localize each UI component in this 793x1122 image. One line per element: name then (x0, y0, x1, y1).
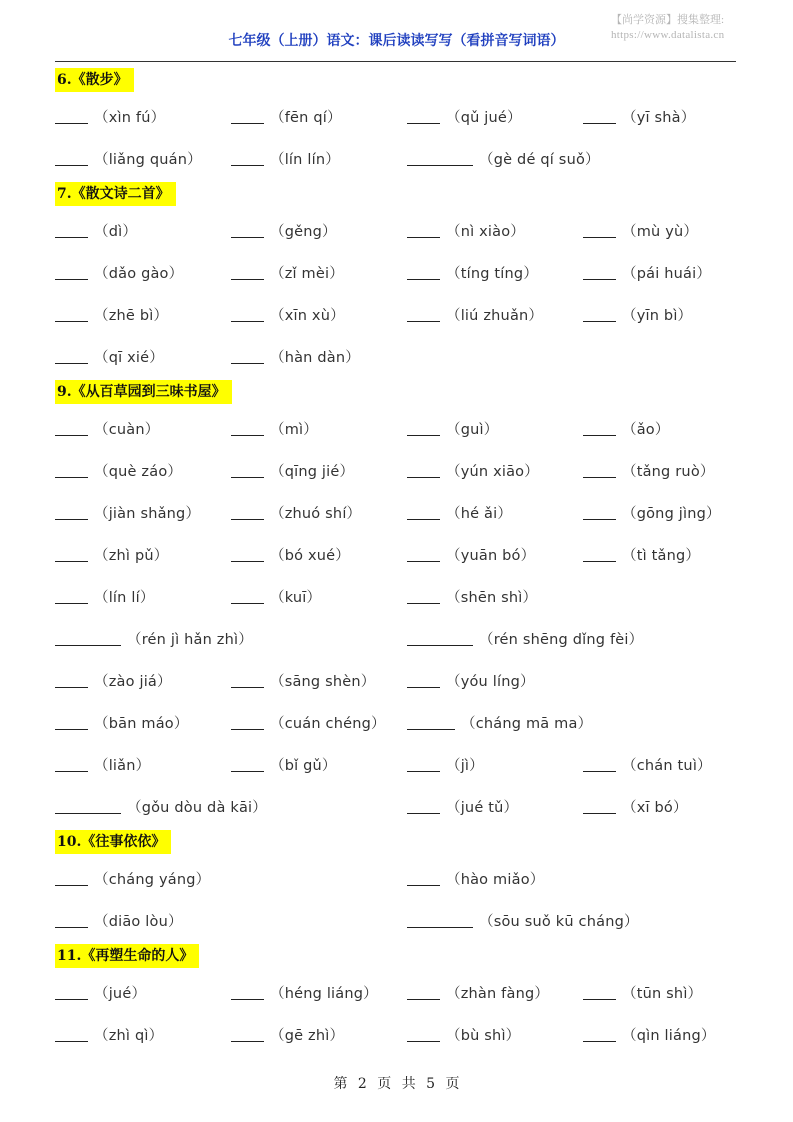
watermark-source: 【尚学资源】搜集整理: (611, 14, 725, 26)
document-title: 七年级（上册）语文：课后读读写写（看拼音写词语） (228, 33, 565, 49)
pinyin-exercise-item (55, 449, 182, 491)
pinyin-prompt: （cuàn） (94, 421, 160, 438)
exercise-row (55, 743, 745, 785)
exercise-row (55, 617, 745, 659)
answer-blank[interactable] (231, 109, 264, 124)
pinyin-exercise-item (583, 209, 698, 251)
answer-blank[interactable] (55, 631, 121, 646)
answer-blank[interactable] (55, 109, 88, 124)
answer-blank[interactable] (231, 151, 264, 166)
pinyin-prompt: （nì xiào） (446, 223, 525, 240)
pinyin-exercise-item (231, 575, 321, 617)
answer-blank[interactable] (55, 757, 88, 772)
answer-blank[interactable] (55, 799, 121, 814)
pinyin-prompt: （shēn shì） (446, 589, 538, 606)
answer-blank[interactable] (231, 757, 264, 772)
pinyin-exercise-item (407, 491, 512, 533)
header-rule (55, 61, 736, 62)
answer-blank[interactable] (55, 151, 88, 166)
pinyin-exercise-item (407, 407, 498, 449)
exercise-row (55, 209, 745, 251)
answer-blank[interactable] (583, 109, 616, 124)
pinyin-prompt: （jì） (446, 757, 484, 774)
exercise-row (55, 701, 745, 743)
pinyin-prompt: （liǎng quán） (94, 151, 202, 168)
answer-blank[interactable] (231, 223, 264, 238)
answer-blank[interactable] (55, 913, 88, 928)
answer-blank[interactable] (407, 589, 440, 604)
watermark-url: https://www.datalista.cn (611, 29, 725, 41)
answer-blank[interactable] (407, 985, 440, 1000)
pinyin-prompt: （zǐ mèi） (270, 265, 344, 282)
pinyin-prompt: （sāng shèn） (270, 673, 376, 690)
pinyin-prompt: （rén jì hǎn zhì） (127, 631, 253, 648)
pinyin-exercise-item (55, 335, 164, 377)
answer-blank[interactable] (407, 505, 440, 520)
answer-blank[interactable] (583, 1027, 616, 1042)
pinyin-exercise-item (407, 857, 544, 899)
pinyin-exercise-item (583, 971, 702, 1013)
pinyin-exercise-item (55, 491, 200, 533)
pinyin-exercise-item (55, 659, 172, 701)
answer-blank[interactable] (55, 463, 88, 478)
pinyin-exercise-item (583, 491, 721, 533)
answer-blank[interactable] (231, 265, 264, 280)
answer-blank[interactable] (55, 715, 88, 730)
section-title: 9.《从百草园到三味书屋》 (55, 380, 232, 404)
answer-blank[interactable] (55, 505, 88, 520)
pinyin-prompt: （dǎo gào） (94, 265, 184, 282)
answer-blank[interactable] (231, 349, 264, 364)
section-header (55, 827, 745, 857)
lesson-section (55, 827, 745, 941)
answer-blank[interactable] (55, 673, 88, 688)
answer-blank[interactable] (231, 715, 264, 730)
pinyin-prompt: （diāo lòu） (94, 913, 183, 930)
pinyin-exercise-item (407, 659, 535, 701)
pinyin-prompt: （kuī） (270, 589, 322, 606)
exercise-row (55, 857, 745, 899)
pinyin-prompt: （gè dé qí suǒ） (479, 151, 600, 168)
exercise-row (55, 449, 745, 491)
answer-blank[interactable] (407, 757, 440, 772)
answer-blank[interactable] (231, 463, 264, 478)
answer-blank[interactable] (407, 463, 440, 478)
section-title: 6.《散步》 (55, 68, 134, 92)
lesson-section (55, 941, 745, 1055)
answer-blank[interactable] (407, 673, 440, 688)
pinyin-exercise-item (55, 971, 146, 1013)
pinyin-prompt: （yuān bó） (446, 547, 536, 564)
pinyin-prompt: （sōu suǒ kū cháng） (479, 913, 639, 930)
pinyin-prompt: （gǒu dòu dà kāi） (127, 799, 267, 816)
answer-blank[interactable] (231, 307, 264, 322)
answer-blank[interactable] (55, 871, 88, 886)
pinyin-prompt: （gē zhì） (270, 1027, 345, 1044)
pinyin-exercise-item (55, 251, 183, 293)
pinyin-prompt: （bù shì） (446, 1027, 521, 1044)
answer-blank[interactable] (407, 799, 440, 814)
pinyin-exercise-item (407, 617, 643, 659)
answer-blank[interactable] (55, 265, 88, 280)
pinyin-prompt: （hào miǎo） (446, 871, 545, 888)
pinyin-exercise-item (55, 743, 150, 785)
section-header (55, 377, 745, 407)
pinyin-exercise-item (407, 533, 535, 575)
pinyin-prompt: （pái huái） (622, 265, 712, 282)
pinyin-exercise-item (583, 785, 688, 827)
pinyin-prompt: （qīng jié） (270, 463, 355, 480)
answer-blank[interactable] (407, 715, 455, 730)
section-title: 11.《再塑生命的人》 (55, 944, 199, 968)
pinyin-exercise-item (55, 293, 168, 335)
pinyin-prompt: （chán tuì） (622, 757, 712, 774)
answer-blank[interactable] (55, 307, 88, 322)
pinyin-prompt: （xìn fú） (94, 109, 166, 126)
pinyin-prompt: （cuán chéng） (270, 715, 386, 732)
pinyin-exercise-item (231, 449, 354, 491)
pinyin-exercise-item (231, 659, 376, 701)
pinyin-exercise-item (407, 449, 539, 491)
pinyin-exercise-item (407, 701, 592, 743)
pinyin-exercise-item (407, 899, 639, 941)
page-footer: 第 2 页 共 5 页 (333, 1076, 460, 1092)
pinyin-prompt: （yīn bì） (622, 307, 693, 324)
answer-blank[interactable] (231, 673, 264, 688)
pinyin-exercise-item (583, 293, 692, 335)
answer-blank[interactable] (407, 265, 440, 280)
pinyin-exercise-item (231, 251, 344, 293)
answer-blank[interactable] (583, 307, 616, 322)
pinyin-exercise-item (407, 137, 600, 179)
pinyin-prompt: （bó xué） (270, 547, 350, 564)
exercise-row (55, 899, 745, 941)
answer-blank[interactable] (407, 547, 440, 562)
pinyin-exercise-item (231, 491, 361, 533)
pinyin-exercise-item (55, 407, 159, 449)
pinyin-prompt: （zhē bì） (94, 307, 169, 324)
pinyin-prompt: （zào jiá） (94, 673, 172, 690)
answer-blank[interactable] (583, 265, 616, 280)
pinyin-prompt: （xī bó） (622, 799, 688, 816)
pinyin-prompt: （mì） (270, 421, 318, 438)
pinyin-prompt: （zhàn fàng） (446, 985, 550, 1002)
pinyin-prompt: （zhì pǔ） (94, 547, 169, 564)
pinyin-prompt: （tíng tíng） (446, 265, 539, 282)
exercise-row (55, 335, 745, 377)
pinyin-prompt: （liú zhuǎn） (446, 307, 544, 324)
pinyin-prompt: （ǎo） (622, 421, 670, 438)
pinyin-exercise-item (583, 533, 700, 575)
pinyin-prompt: （yóu líng） (446, 673, 535, 690)
pinyin-exercise-item (583, 407, 670, 449)
answer-blank[interactable] (583, 799, 616, 814)
answer-blank[interactable] (231, 505, 264, 520)
pinyin-prompt: （què záo） (94, 463, 183, 480)
pinyin-exercise-item (583, 1013, 716, 1055)
pinyin-exercise-item (231, 293, 345, 335)
exercise-row (55, 491, 745, 533)
answer-blank[interactable] (407, 421, 440, 436)
pinyin-exercise-item (231, 95, 342, 137)
pinyin-prompt: （zhuó shí） (270, 505, 362, 522)
pinyin-exercise-item (55, 1013, 163, 1055)
pinyin-exercise-item (407, 971, 549, 1013)
pinyin-exercise-item (407, 785, 518, 827)
exercise-row (55, 251, 745, 293)
pinyin-exercise-item (231, 971, 378, 1013)
pinyin-exercise-item (231, 743, 337, 785)
pinyin-exercise-item (55, 209, 137, 251)
pinyin-prompt: （yún xiāo） (446, 463, 539, 480)
section-header (55, 65, 745, 95)
exercise-row (55, 575, 745, 617)
pinyin-prompt: （qī xié） (94, 349, 164, 366)
answer-blank[interactable] (583, 985, 616, 1000)
pinyin-prompt: （qìn liáng） (622, 1027, 716, 1044)
answer-blank[interactable] (55, 223, 88, 238)
answer-blank[interactable] (583, 505, 616, 520)
exercise-row (55, 1013, 745, 1055)
answer-blank[interactable] (407, 871, 440, 886)
lesson-section (55, 65, 745, 179)
pinyin-exercise-item (231, 533, 350, 575)
pinyin-prompt: （hàn dàn） (270, 349, 360, 366)
answer-blank[interactable] (231, 421, 264, 436)
answer-blank[interactable] (231, 589, 264, 604)
answer-blank[interactable] (231, 985, 264, 1000)
pinyin-prompt: （gōng jìng） (622, 505, 721, 522)
answer-blank[interactable] (407, 1027, 440, 1042)
pinyin-prompt: （mù yù） (622, 223, 699, 240)
answer-blank[interactable] (231, 1027, 264, 1042)
answer-blank[interactable] (407, 631, 473, 646)
exercise-row (55, 971, 745, 1013)
answer-blank[interactable] (407, 109, 440, 124)
pinyin-exercise-item (407, 209, 525, 251)
pinyin-prompt: （bǐ gǔ） (270, 757, 337, 774)
pinyin-prompt: （jué） (94, 985, 147, 1002)
answer-blank[interactable] (583, 463, 616, 478)
pinyin-exercise-item (55, 857, 210, 899)
answer-blank[interactable] (583, 757, 616, 772)
pinyin-prompt: （zhì qì） (94, 1027, 164, 1044)
pinyin-prompt: （jué tǔ） (446, 799, 519, 816)
pinyin-prompt: （tì tǎng） (622, 547, 701, 564)
pinyin-prompt: （héng liáng） (270, 985, 378, 1002)
answer-blank[interactable] (231, 547, 264, 562)
pinyin-exercise-item (55, 617, 253, 659)
answer-blank[interactable] (55, 985, 88, 1000)
exercise-content (55, 65, 745, 1055)
answer-blank[interactable] (583, 421, 616, 436)
answer-blank[interactable] (55, 547, 88, 562)
pinyin-exercise-item (55, 785, 267, 827)
pinyin-exercise-item (231, 137, 340, 179)
pinyin-prompt: （lín lín） (270, 151, 340, 168)
answer-blank[interactable] (583, 547, 616, 562)
exercise-row (55, 785, 745, 827)
pinyin-prompt: （yī shà） (622, 109, 696, 126)
section-title: 7.《散文诗二首》 (55, 182, 176, 206)
pinyin-exercise-item (231, 335, 360, 377)
pinyin-prompt: （dì） (94, 223, 138, 240)
pinyin-exercise-item (583, 251, 711, 293)
pinyin-exercise-item (407, 293, 543, 335)
pinyin-prompt: （tǎng ruò） (622, 463, 715, 480)
pinyin-prompt: （rén shēng dǐng fèi） (479, 631, 644, 648)
pinyin-exercise-item (583, 95, 695, 137)
pinyin-exercise-item (55, 137, 202, 179)
pinyin-prompt: （guì） (446, 421, 499, 438)
exercise-row (55, 659, 745, 701)
answer-blank[interactable] (407, 151, 473, 166)
pinyin-prompt: （cháng mā ma） (461, 715, 593, 732)
pinyin-prompt: （tūn shì） (622, 985, 703, 1002)
exercise-row (55, 533, 745, 575)
pinyin-exercise-item (55, 899, 183, 941)
pinyin-prompt: （cháng yáng） (94, 871, 211, 888)
pinyin-prompt: （liǎn） (94, 757, 151, 774)
answer-blank[interactable] (55, 589, 88, 604)
section-title: 10.《往事依依》 (55, 830, 171, 854)
lesson-section (55, 179, 745, 377)
pinyin-exercise-item (407, 1013, 520, 1055)
pinyin-exercise-item (55, 533, 168, 575)
exercise-row (55, 95, 745, 137)
pinyin-exercise-item (407, 251, 538, 293)
answer-blank[interactable] (55, 421, 88, 436)
pinyin-prompt: （xīn xù） (270, 307, 345, 324)
answer-blank[interactable] (583, 223, 616, 238)
pinyin-prompt: （jiàn shǎng） (94, 505, 201, 522)
answer-blank[interactable] (407, 913, 473, 928)
pinyin-prompt: （bān máo） (94, 715, 189, 732)
section-header (55, 941, 745, 971)
pinyin-prompt: （fēn qí） (270, 109, 342, 126)
pinyin-exercise-item (55, 701, 189, 743)
pinyin-exercise-item (55, 575, 155, 617)
pinyin-prompt: （qǔ jué） (446, 109, 522, 126)
pinyin-exercise-item (583, 449, 715, 491)
lesson-section (55, 377, 745, 827)
pinyin-exercise-item (55, 95, 165, 137)
pinyin-exercise-item (231, 1013, 344, 1055)
pinyin-exercise-item (231, 209, 337, 251)
answer-blank[interactable] (55, 349, 88, 364)
answer-blank[interactable] (407, 307, 440, 322)
answer-blank[interactable] (55, 1027, 88, 1042)
pinyin-prompt: （hé ǎi） (446, 505, 513, 522)
answer-blank[interactable] (407, 223, 440, 238)
pinyin-exercise-item (407, 743, 484, 785)
exercise-row (55, 137, 745, 179)
pinyin-exercise-item (231, 701, 386, 743)
pinyin-prompt: （gěng） (270, 223, 337, 240)
pinyin-exercise-item (583, 743, 712, 785)
pinyin-prompt: （lín lí） (94, 589, 155, 606)
pinyin-exercise-item (407, 575, 537, 617)
section-header (55, 179, 745, 209)
pinyin-exercise-item (407, 95, 522, 137)
exercise-row (55, 407, 745, 449)
exercise-row (55, 293, 745, 335)
pinyin-exercise-item (231, 407, 318, 449)
